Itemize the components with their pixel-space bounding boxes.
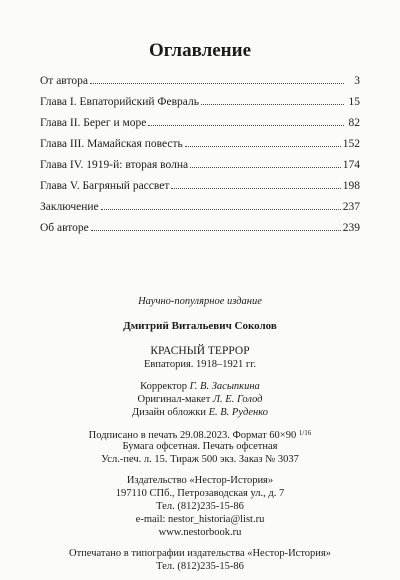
toc-entry-label: Глава V. Багряный рассвет	[40, 180, 170, 192]
corrector-name: Г. В. Засыпкина	[189, 381, 260, 392]
toc-entry-page: 239	[342, 222, 360, 234]
toc-entry	[40, 138, 360, 159]
layout-label: Оригинал-макет	[137, 394, 211, 405]
dot-leader	[91, 230, 341, 231]
cover-label: Дизайн обложки	[131, 407, 206, 418]
toc-entry	[40, 201, 360, 222]
publisher-address: 197110 СПб., Петрозаводская ул., д. 7	[115, 488, 285, 499]
dot-leader	[101, 209, 341, 210]
publisher-website: www.nestorbook.ru	[158, 527, 242, 538]
toc-entry-page: 15	[348, 96, 360, 108]
edition-type: Научно-популярное издание	[138, 296, 262, 307]
toc-entry-label: Глава IV. 1919-й: вторая волна	[40, 159, 189, 171]
layout-name: Л. Е. Голод	[212, 394, 263, 405]
toc-entry	[40, 75, 360, 96]
toc-entry	[40, 180, 360, 201]
format-numerator: 1	[298, 429, 303, 437]
toc-title: Оглавление	[148, 40, 252, 61]
dot-leader	[90, 83, 344, 84]
toc-entry-page: 152	[342, 138, 360, 150]
toc-entry-page: 237	[342, 201, 360, 213]
toc-entry	[40, 96, 360, 117]
toc-entry-label: Глава III. Мамайская повесть	[40, 138, 183, 150]
cover-design-line	[0, 406, 400, 419]
paper-line: Бумага офсетная. Печать офсетная	[122, 441, 278, 452]
publisher-phone: Тел. (812)235-15-86	[156, 501, 244, 512]
toc-entry	[40, 222, 360, 243]
publisher-name: Издательство «Нестор-История»	[126, 475, 274, 486]
dot-leader	[185, 146, 341, 147]
toc-entry-page: 198	[342, 180, 360, 192]
print-signed-text: Подписано в печать 29.08.2023. Формат 60×90	[88, 430, 297, 441]
layout-line	[0, 393, 400, 406]
publisher-email: e-mail: nestor_historia@list.ru	[135, 514, 265, 525]
dot-leader	[148, 125, 344, 126]
corrector-label: Корректор	[140, 381, 187, 392]
format-denominator: /16	[302, 429, 312, 437]
book-title: КРАСНЫЙ ТЕРРОР	[150, 345, 250, 357]
toc-entry-label: Глава II. Берег и море	[40, 117, 147, 129]
dot-leader	[171, 188, 340, 189]
dot-leader	[190, 167, 341, 168]
book-subtitle: Евпатория. 1918–1921 гг.	[144, 359, 256, 370]
corrector-line	[0, 380, 400, 393]
author-name: Дмитрий Витальевич Соколов	[123, 320, 277, 332]
toc-entry-label: Заключение	[40, 201, 99, 213]
toc-entry-page: 3	[354, 75, 360, 87]
toc-entry-label: Об авторе	[40, 222, 89, 234]
toc-entry-page: 174	[342, 159, 360, 171]
toc-entry-page: 82	[348, 117, 360, 129]
printed-at-line: Отпечатано в типографии издательства «Нестор-История»	[69, 548, 331, 559]
toc-entry	[40, 159, 360, 180]
dot-leader	[201, 104, 344, 105]
printer-phone: Тел. (812)235-15-86	[156, 561, 244, 572]
toc-entry-label: От автора	[40, 75, 88, 87]
print-run-line: Усл.-печ. л. 15. Тираж 500 экз. Заказ № 3037	[101, 454, 299, 465]
toc-entry	[40, 117, 360, 138]
toc-entry-label: Глава I. Евпаторийский Февраль	[40, 96, 199, 108]
cover-name: Е. В. Руденко	[208, 407, 269, 418]
table-of-contents	[40, 75, 360, 243]
